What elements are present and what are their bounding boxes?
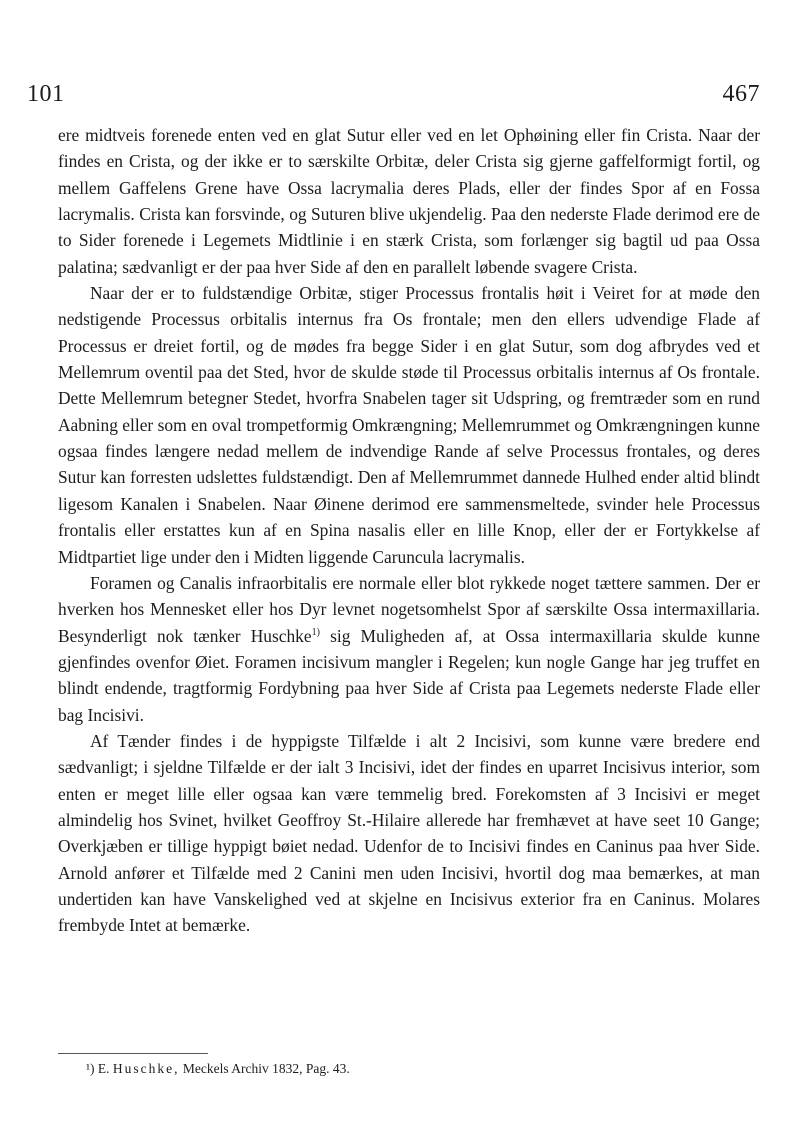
paragraph-text: sig Muligheden af, at Ossa intermaxillaria skulde kunne gjenfindes ovenfor Øiet. Foramen incisivum mangler i Regelen; kun nogle Gange har jeg truffet en blindt endende, tragtformig Fordybning paa hver Side af Crista paa Legemets nederste Flade eller bag Incisivi. [58, 625, 761, 725]
footnote-reference: 1) [311, 626, 320, 638]
paragraph: ere midtveis forenede enten ved en glat Sutur eller ved en let Ophøining eller fin Crista. Naar der findes en Crista, og der ikke er to særskilte Orbitæ, deler Crista sig gjerne gaffelformigt fortil, og mellem Gaffelens Grene have Ossa lacrymalia deres Plads, eller der findes Spor af en Fossa lacrymalis. Crista kan forsvinde, og Suturen blive ukjendelig. Paa den nederste Flade derimod ere de to Sider forenede i Legemets Midtlinie i en stærk Crista, som forlænger sig bagtil ud paa Ossa palatina; sædvanligt er der paa hver Side af den en parallelt løbende svagere Crista. [58, 125, 760, 277]
paragraph-text: Foramen og Canalis infraorbitalis ere normale eller blot rykkede noget tættere sammen. Der er hverken hos Mennesket eller hos Dyr levnet nogetsomhelst Spor af særskilte Ossa intermaxillaria. Besynderligt nok tænker Huschke [58, 572, 760, 646]
page-number-left: 101 [27, 81, 65, 107]
body-text [58, 122, 760, 939]
paragraph: Naar der er to fuldstændige Orbitæ, stiger Processus frontalis høit i Veiret for at møde den nedstigende Processus orbitalis internus fra Os frontale; men den ellers udvendige Flade af Processus er dreiet fortil, og de mødes fra begge Sider i en glat Sutur, som dog afbrydes ved et Mellemrum oventil paa det Sted, hvor de skulde støde til Processus orbitalis internus af Os frontale. Dette Mellemrum betegner Stedet, hvorfra Snabelen tager sit Udspring, og fremtræder som en rund Aabning eller som en oval trompetformig Omkrængning; Mellemrummet og Omkrængningen kunne ogsaa findes længere nedad mellem de indvendige Rande af selve Processus frontales, og deres Sutur kan forresten udslettes fuldstændigt. Den af Mellemrummet dannede Hulhed ender altid blindt ligesom Kanalen i Snabelen. Naar Øinene derimod ere sammensmeltede, svinder hele Processus frontalis eller erstattes kun af en Spina nasalis eller en lille Knop, eller der er Fortykkelse af Midtpartiet lige under den i Midten liggende Caruncula lacrymalis. [58, 283, 760, 567]
footnote-divider [58, 1053, 208, 1054]
paragraph: Af Tænder findes i de hyppigste Tilfælde i alt 2 Incisivi, som kunne være bredere end sædvanligt; i sjeldne Tilfælde er der ialt 3 Incisivi, idet der findes en uparret Incisivus interior, som enten er meget lille eller ogsaa kan være temmelig bred. Forekomsten af 3 Incisivi er meget almindelig hos Svinet, hvilket Geoffroy St.-Hilaire allerede har fremhævet at have seet 10 Gange; Overkjæben er tillige hyppigt bøiet nedad. Udenfor de to Incisivi findes en Caninus paa hver Side. Arnold anfører et Tilfælde med 2 Canini men uden Incisivi, hvortil dog maa bemærkes, at man undertiden kan have Vanskelighed ved at skjelne en Incisivus exterior fra en Caninus. Molares frembyde Intet at bemærke. [58, 730, 760, 936]
footnote-mark: ¹) [86, 1061, 95, 1076]
footnote-author-initial: E. [97, 1061, 110, 1076]
footnote-author: Huschke, [112, 1061, 180, 1076]
footnote [86, 1060, 350, 1078]
page-number-right: 467 [722, 81, 760, 107]
paragraph [58, 570, 760, 728]
footnote-source: Meckels Archiv 1832, Pag. 43. [182, 1061, 350, 1076]
